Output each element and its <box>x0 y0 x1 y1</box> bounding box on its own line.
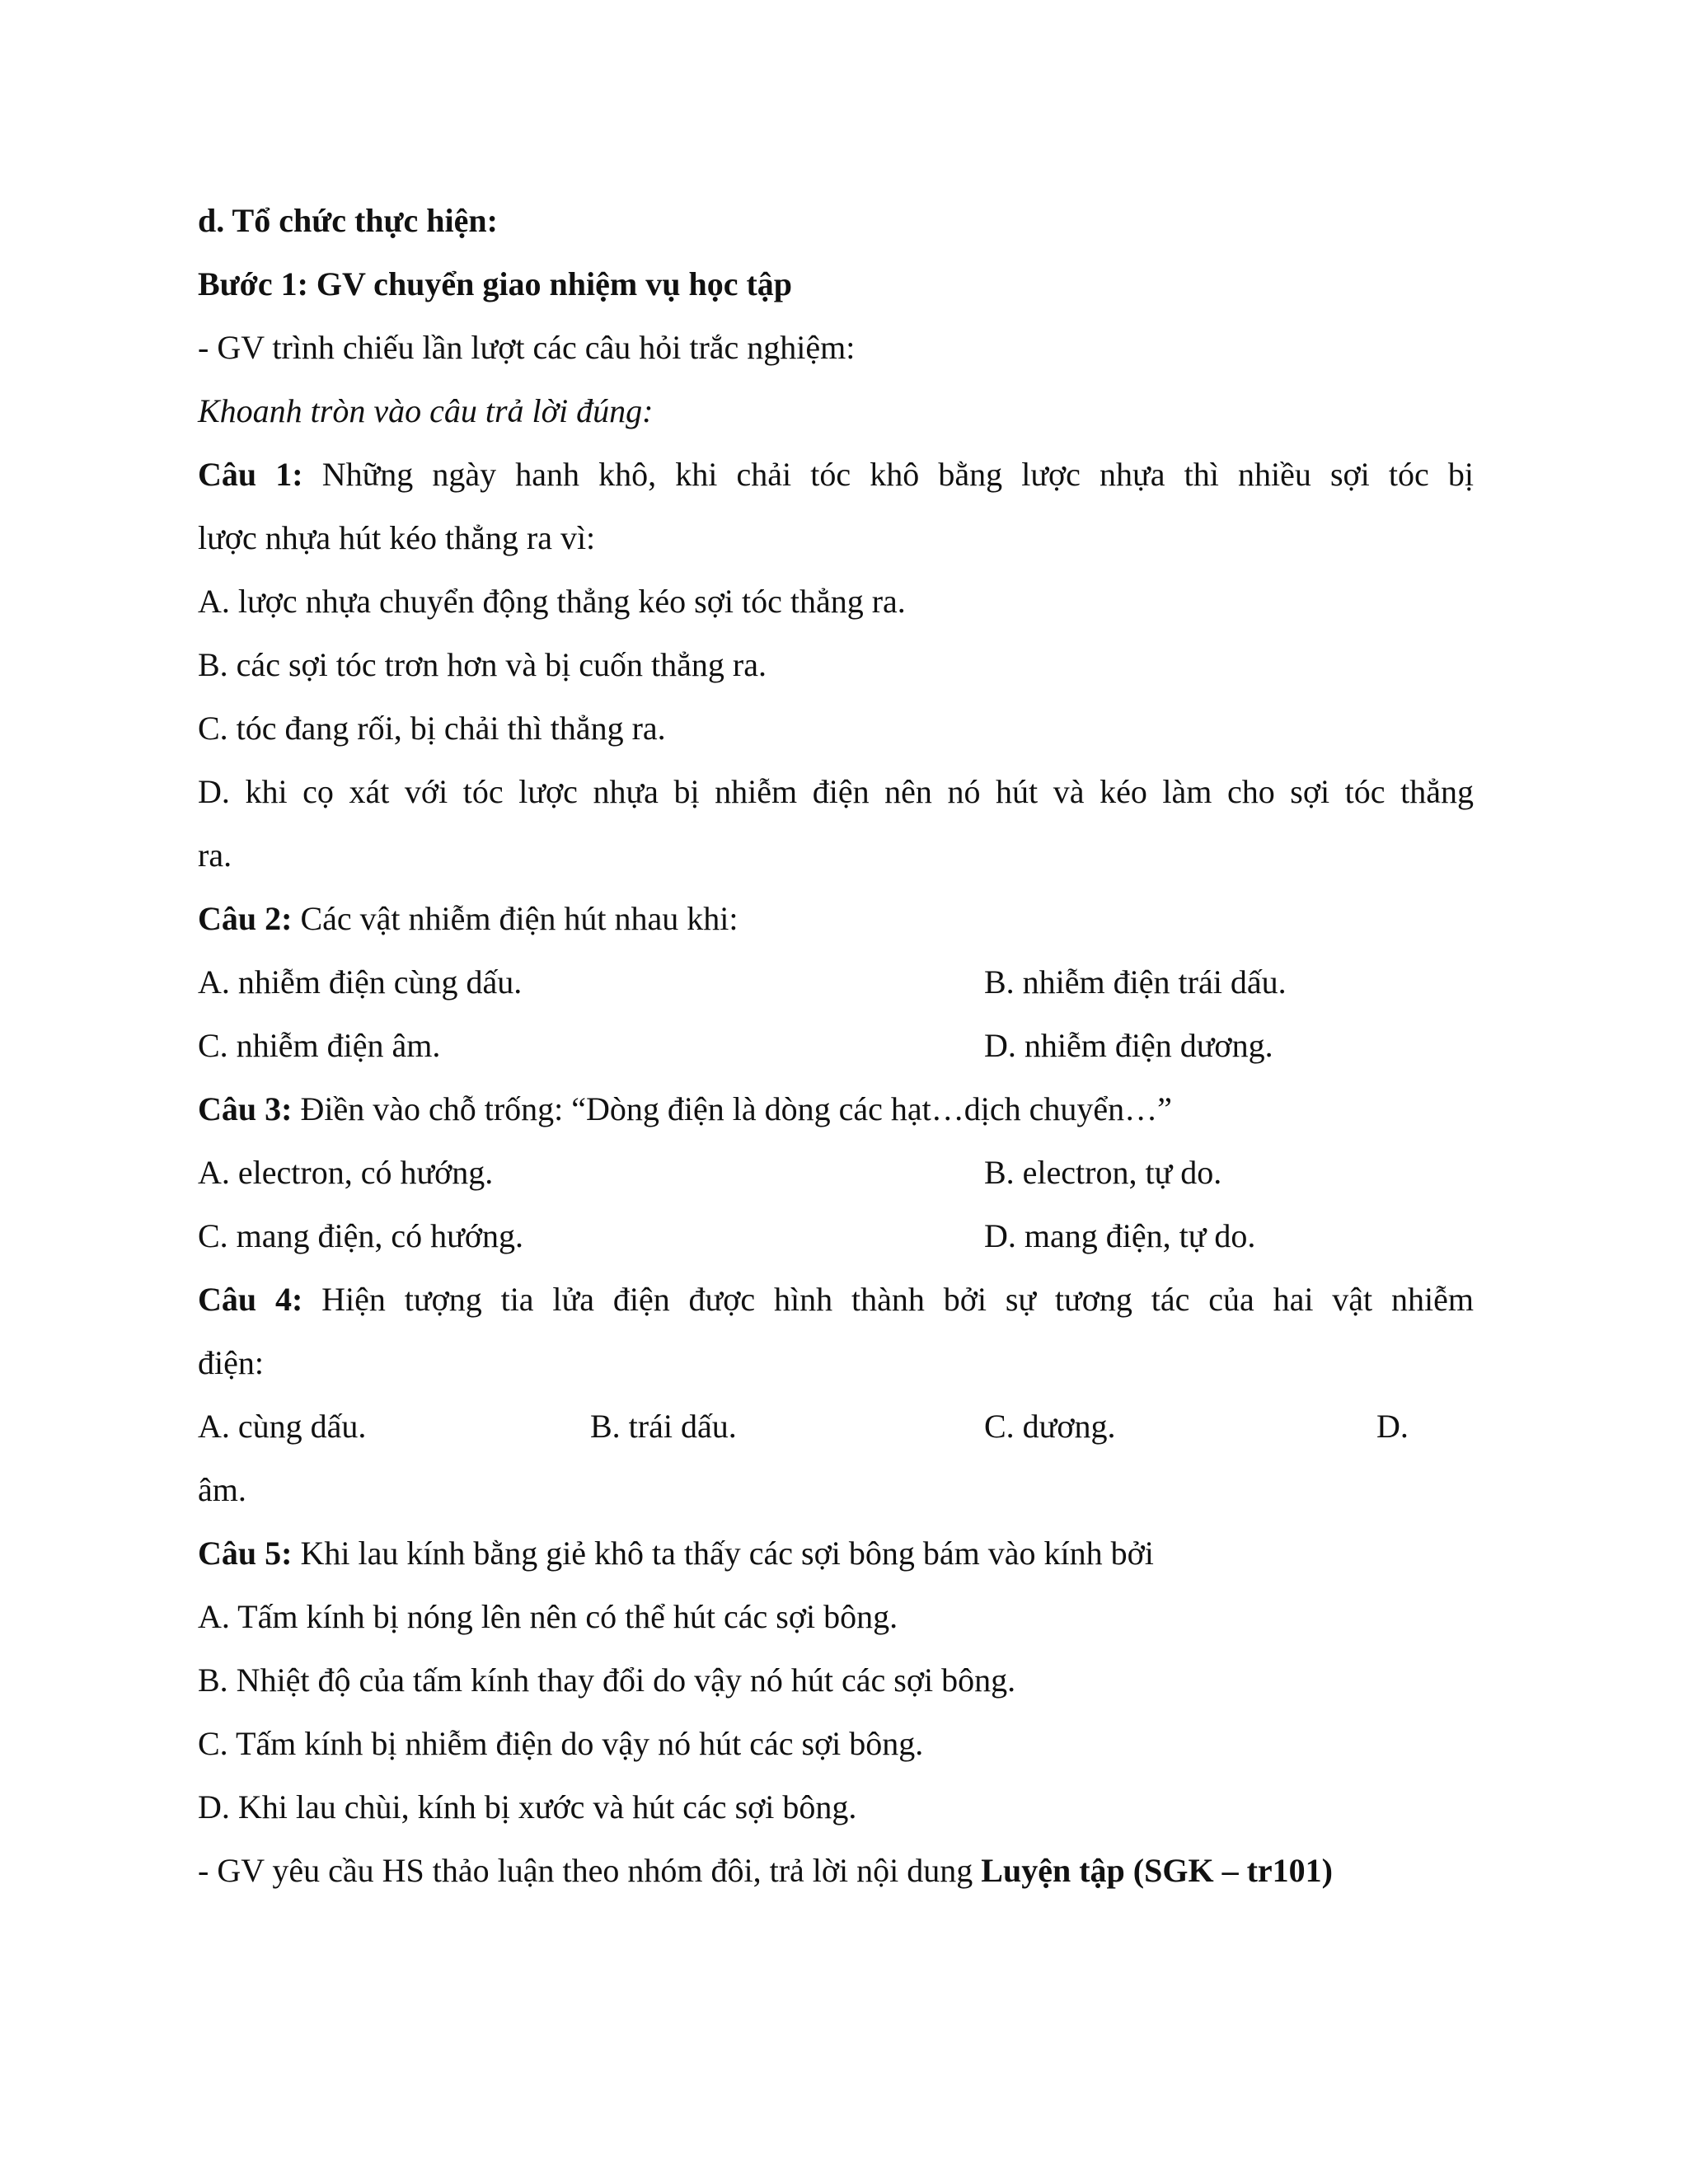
question-3 <box>198 1090 1172 1127</box>
q2-option-d: D. nhiễm điện dương. <box>984 1027 1273 1064</box>
step1-heading: Bước 1: GV chuyển giao nhiệm vụ học tập <box>198 265 793 302</box>
q2-option-c: C. nhiễm điện âm. <box>198 1027 441 1064</box>
question-4 <box>198 1283 1474 1316</box>
question-2-label: Câu 2: <box>198 900 293 937</box>
instruction-line: Khoanh tròn vào câu trả lời đúng: <box>198 392 654 429</box>
question-3-label: Câu 3: <box>198 1090 293 1127</box>
q1-option-b: B. các sợi tóc trơn hơn và bị cuốn thẳng ra. <box>198 646 767 683</box>
intro-line: - GV trình chiếu lần lượt các câu hỏi trắc nghiệm: <box>198 329 856 366</box>
q3-option-b: B. electron, tự do. <box>984 1154 1222 1191</box>
q3-option-a: A. electron, có hướng. <box>198 1154 494 1191</box>
q5-option-c: C. Tấm kính bị nhiễm điện do vậy nó hút các sợi bông. <box>198 1725 924 1762</box>
q4-option-b: B. trái dấu. <box>590 1408 737 1445</box>
q4-option-d-value: âm. <box>198 1471 246 1508</box>
q4-option-c: C. dương. <box>984 1408 1116 1445</box>
question-5-text: Khi lau kính bằng giẻ khô ta thấy các sợi bông bám vào kính bởi <box>292 1535 1154 1572</box>
q1-option-a: A. lược nhựa chuyển động thẳng kéo sợi tóc thẳng ra. <box>198 583 906 620</box>
q4-option-d-label: D. <box>1376 1408 1409 1445</box>
q5-option-d: D. Khi lau chùi, kính bị xước và hút các sợi bông. <box>198 1788 857 1825</box>
question-4-label: Câu 4: <box>198 1281 303 1318</box>
q1-option-d-cont: ra. <box>198 837 232 874</box>
question-2-text: Các vật nhiễm điện hút nhau khi: <box>292 900 738 937</box>
question-1 <box>198 458 1474 491</box>
q3-option-c: C. mang điện, có hướng. <box>198 1217 523 1254</box>
question-4-text: Hiện tượng tia lửa điện được hình thành bởi sự tương tác của hai vật nhiễm <box>302 1281 1474 1318</box>
question-5-label: Câu 5: <box>198 1535 293 1572</box>
q2-option-b: B. nhiễm điện trái dấu. <box>984 963 1287 1001</box>
closing-reference: Luyện tập (SGK – tr101) <box>981 1852 1333 1889</box>
q1-option-d: D. khi cọ xát với tóc lược nhựa bị nhiễm điện nên nó hút và kéo làm cho sợi tóc thẳng <box>198 773 1474 810</box>
question-5 <box>198 1537 1154 1570</box>
closing-line <box>198 1854 1333 1887</box>
q5-option-a: A. Tấm kính bị nóng lên nên có thể hút các sợi bông. <box>198 1598 898 1635</box>
question-1-text: Những ngày hanh khô, khi chải tóc khô bằng lược nhựa thì nhiều sợi tóc bị <box>302 456 1475 493</box>
question-3-text: Điền vào chỗ trống: “Dòng điện là dòng các hạt…dịch chuyển…” <box>292 1090 1172 1127</box>
question-1-label: Câu 1: <box>198 456 303 493</box>
q5-option-b: B. Nhiệt độ của tấm kính thay đổi do vậy nó hút các sợi bông. <box>198 1661 1016 1699</box>
q4-option-a: A. cùng dấu. <box>198 1408 367 1445</box>
q3-option-d: D. mang điện, tự do. <box>984 1217 1256 1254</box>
q2-option-a: A. nhiễm điện cùng dấu. <box>198 963 523 1001</box>
q1-option-c: C. tóc đang rối, bị chải thì thẳng ra. <box>198 710 666 747</box>
question-4-text-cont: điện: <box>198 1344 264 1381</box>
closing-text: - GV yêu cầu HS thảo luận theo nhóm đôi, trả lời nội dung <box>198 1852 982 1889</box>
section-title: d. Tổ chức thực hiện: <box>198 202 498 239</box>
question-1-text-cont: lược nhựa hút kéo thẳng ra vì: <box>198 519 596 556</box>
question-2 <box>198 902 738 935</box>
